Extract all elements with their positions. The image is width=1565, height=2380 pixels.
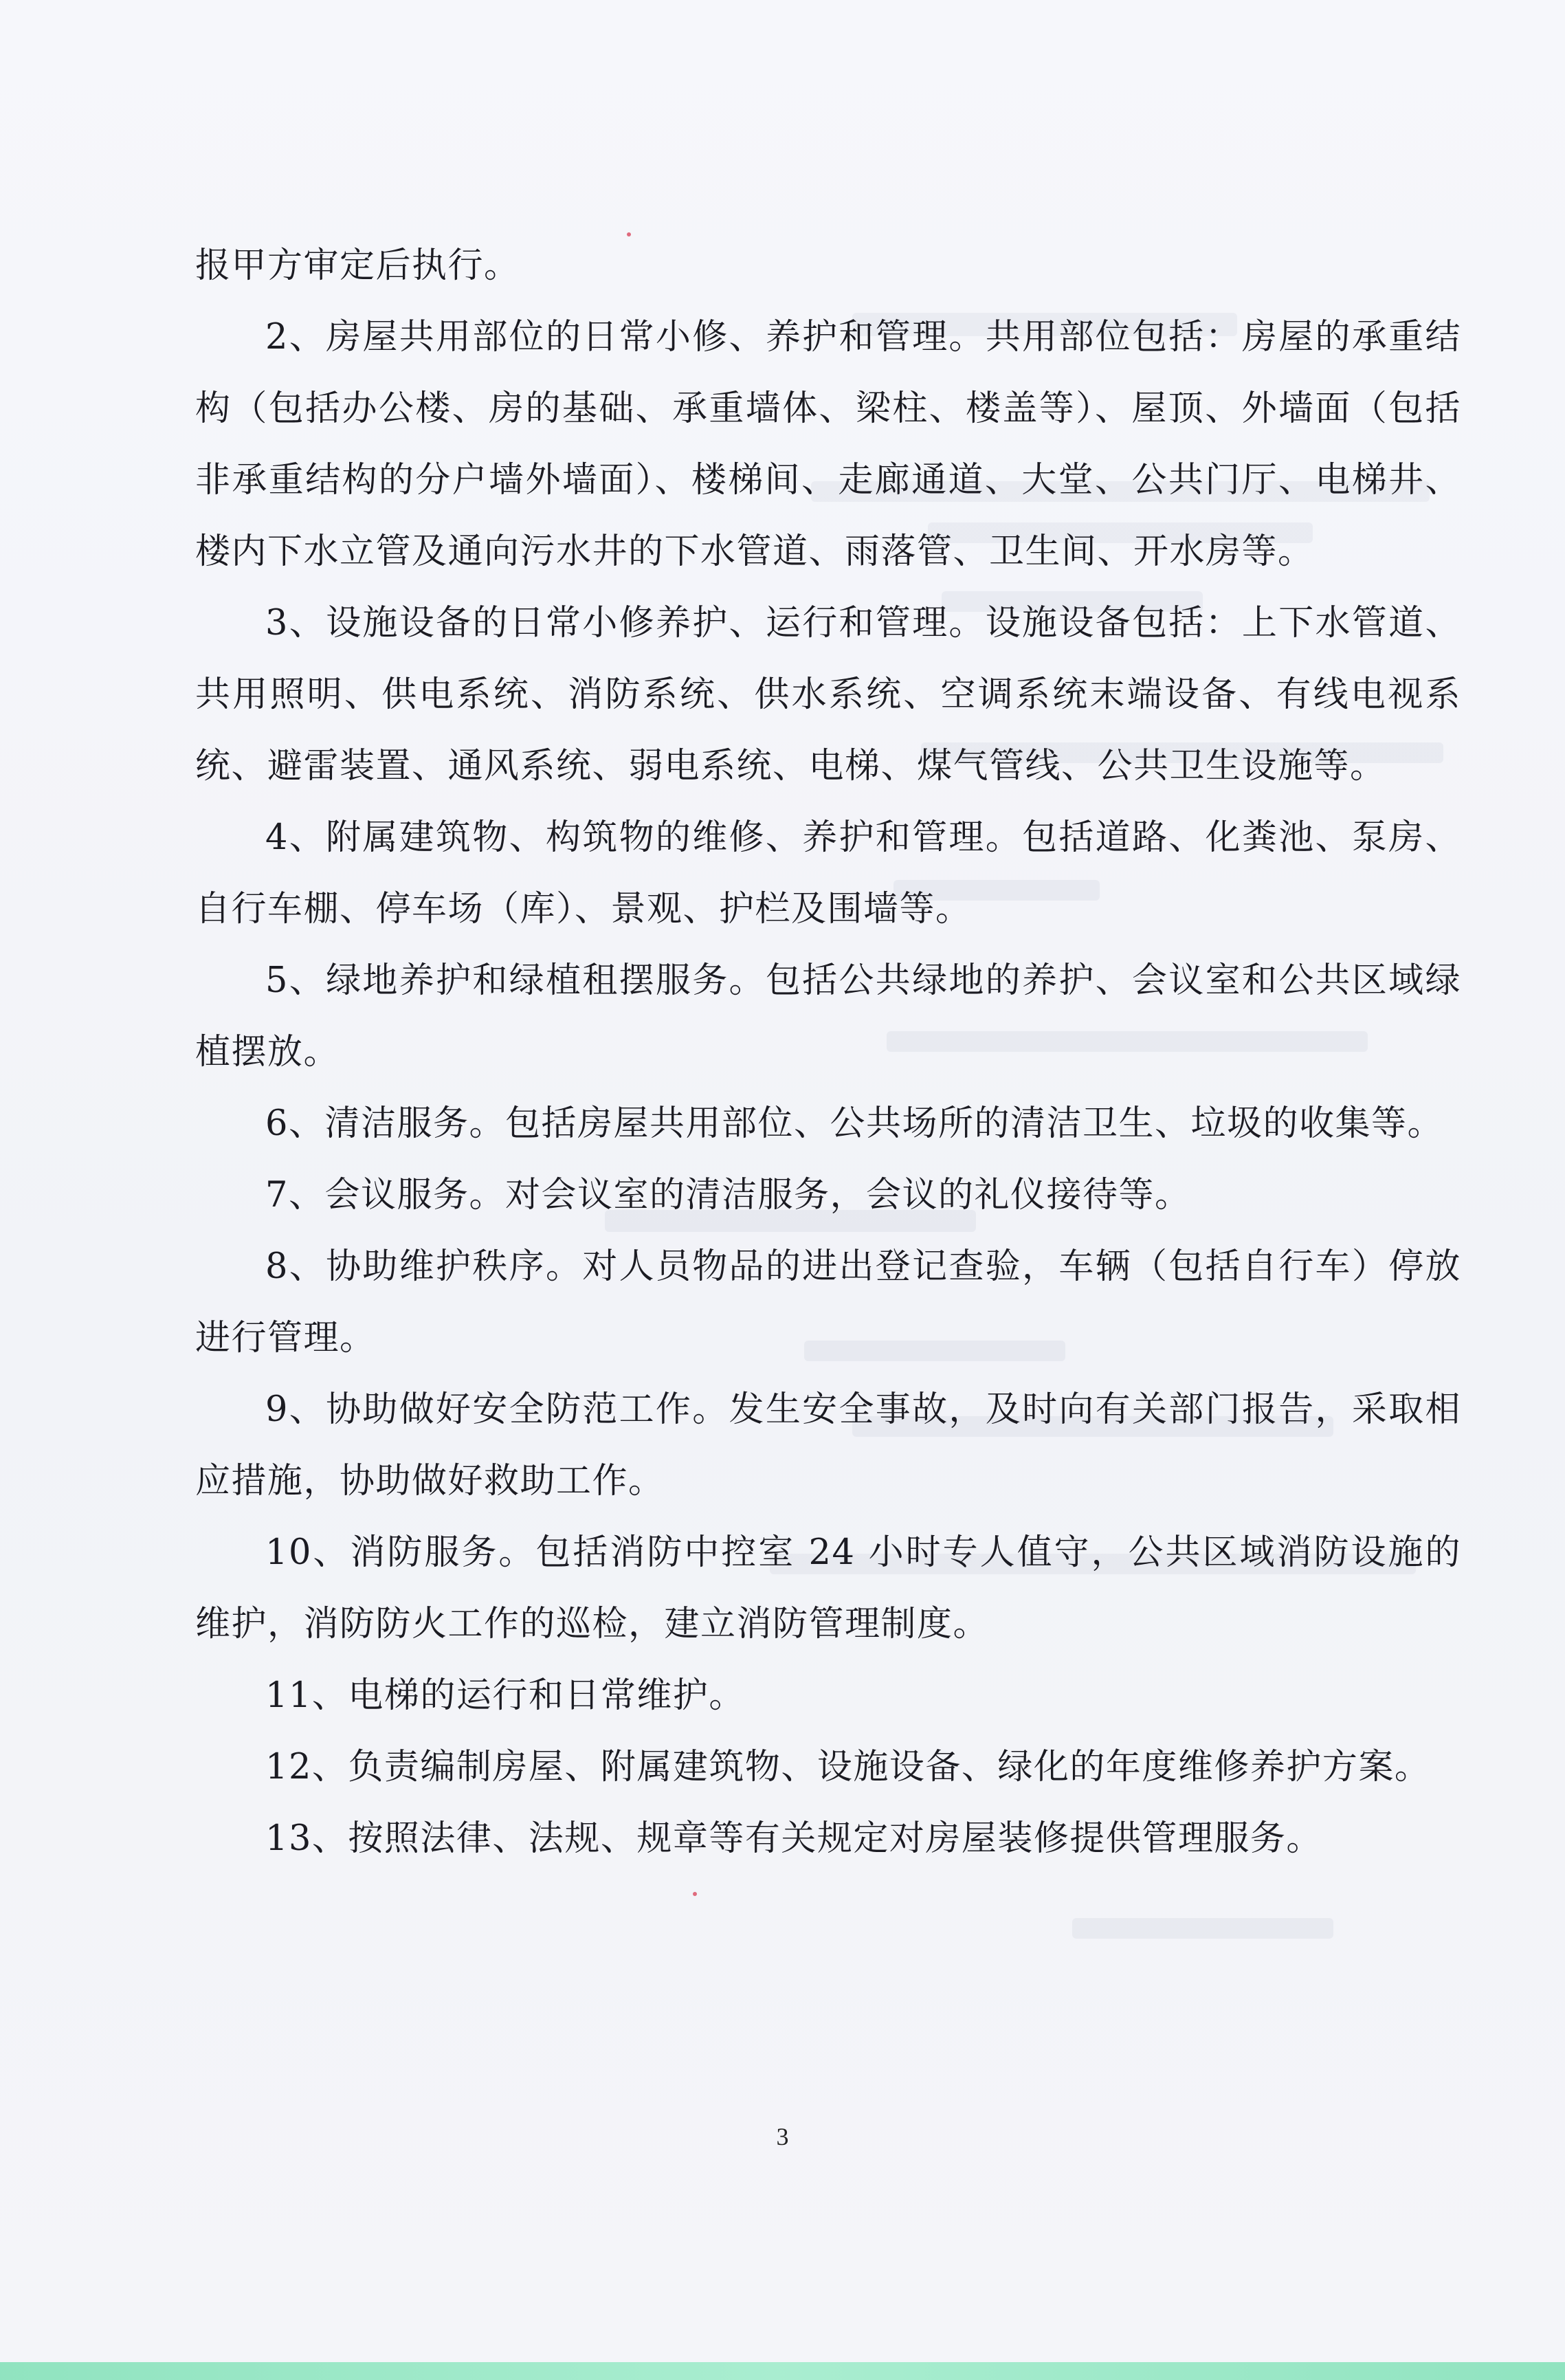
paragraph-item-11: 11、电梯的运行和日常维护。 xyxy=(265,1675,745,1716)
paragraph-continuation: 报甲方审定后执行。 xyxy=(195,245,520,286)
body-text xyxy=(195,230,1461,1875)
paragraph-item-6: 6、清洁服务。包括房屋共用部位、公共场所的清洁卫生、垃圾的收集等。 xyxy=(265,1103,1443,1144)
paragraph-item-3: 3、设施设备的日常小修养护、运行和管理。设施设备包括：上下水管道、共用照明、供电系统、消防系统、供水系统、空调系统末端设备、有线电视系统、避雷装置、通风系统、弱电系统、电梯、煤气管线、公共卫生设施等。 xyxy=(195,603,1461,786)
paragraph-item-9: 9、协助做好安全防范工作。发生安全事故，及时向有关部门报告，采取相应措施，协助做好救助工作。 xyxy=(195,1389,1461,1501)
page-number: 3 xyxy=(776,2123,789,2150)
paragraph-item-8: 8、协助维护秩序。对人员物品的进出登记查验，车辆（包括自行车）停放进行管理。 xyxy=(195,1246,1461,1358)
paragraph-item-12: 12、负责编制房屋、附属建筑物、设施设备、绿化的年度维修养护方案。 xyxy=(265,1747,1431,1787)
paragraph-item-7: 7、会议服务。对会议室的清洁服务，会议的礼仪接待等。 xyxy=(265,1175,1191,1215)
paragraph-item-13: 13、按照法律、法规、规章等有关规定对房屋装修提供管理服务。 xyxy=(265,1818,1322,1859)
ink-speck xyxy=(693,1892,697,1896)
paragraph-item-4: 4、附属建筑物、构筑物的维修、养护和管理。包括道路、化粪池、泵房、自行车棚、停车场（库）、景观、护栏及围墙等。 xyxy=(195,817,1461,929)
scan-edge-strip xyxy=(0,2362,1565,2380)
paragraph-item-10: 10、消防服务。包括消防中控室 24 小时专人值守，公共区域消防设施的维护，消防防火工作的巡检，建立消防管理制度。 xyxy=(195,1532,1461,1644)
bleed-through-mark xyxy=(1072,1918,1333,1939)
paragraph-item-2: 2、房屋共用部位的日常小修、养护和管理。共用部位包括：房屋的承重结构（包括办公楼、房的基础、承重墙体、梁柱、楼盖等）、屋顶、外墙面（包括非承重结构的分户墙外墙面）、楼梯间、走廊通道、大堂、公共门厅、电梯井、楼内下水立管及通向污水井的下水管道、雨落管、卫生间、开水房等。 xyxy=(195,317,1461,572)
paragraph-item-5: 5、绿地养护和绿植租摆服务。包括公共绿地的养护、会议室和公共区域绿植摆放。 xyxy=(195,960,1461,1072)
